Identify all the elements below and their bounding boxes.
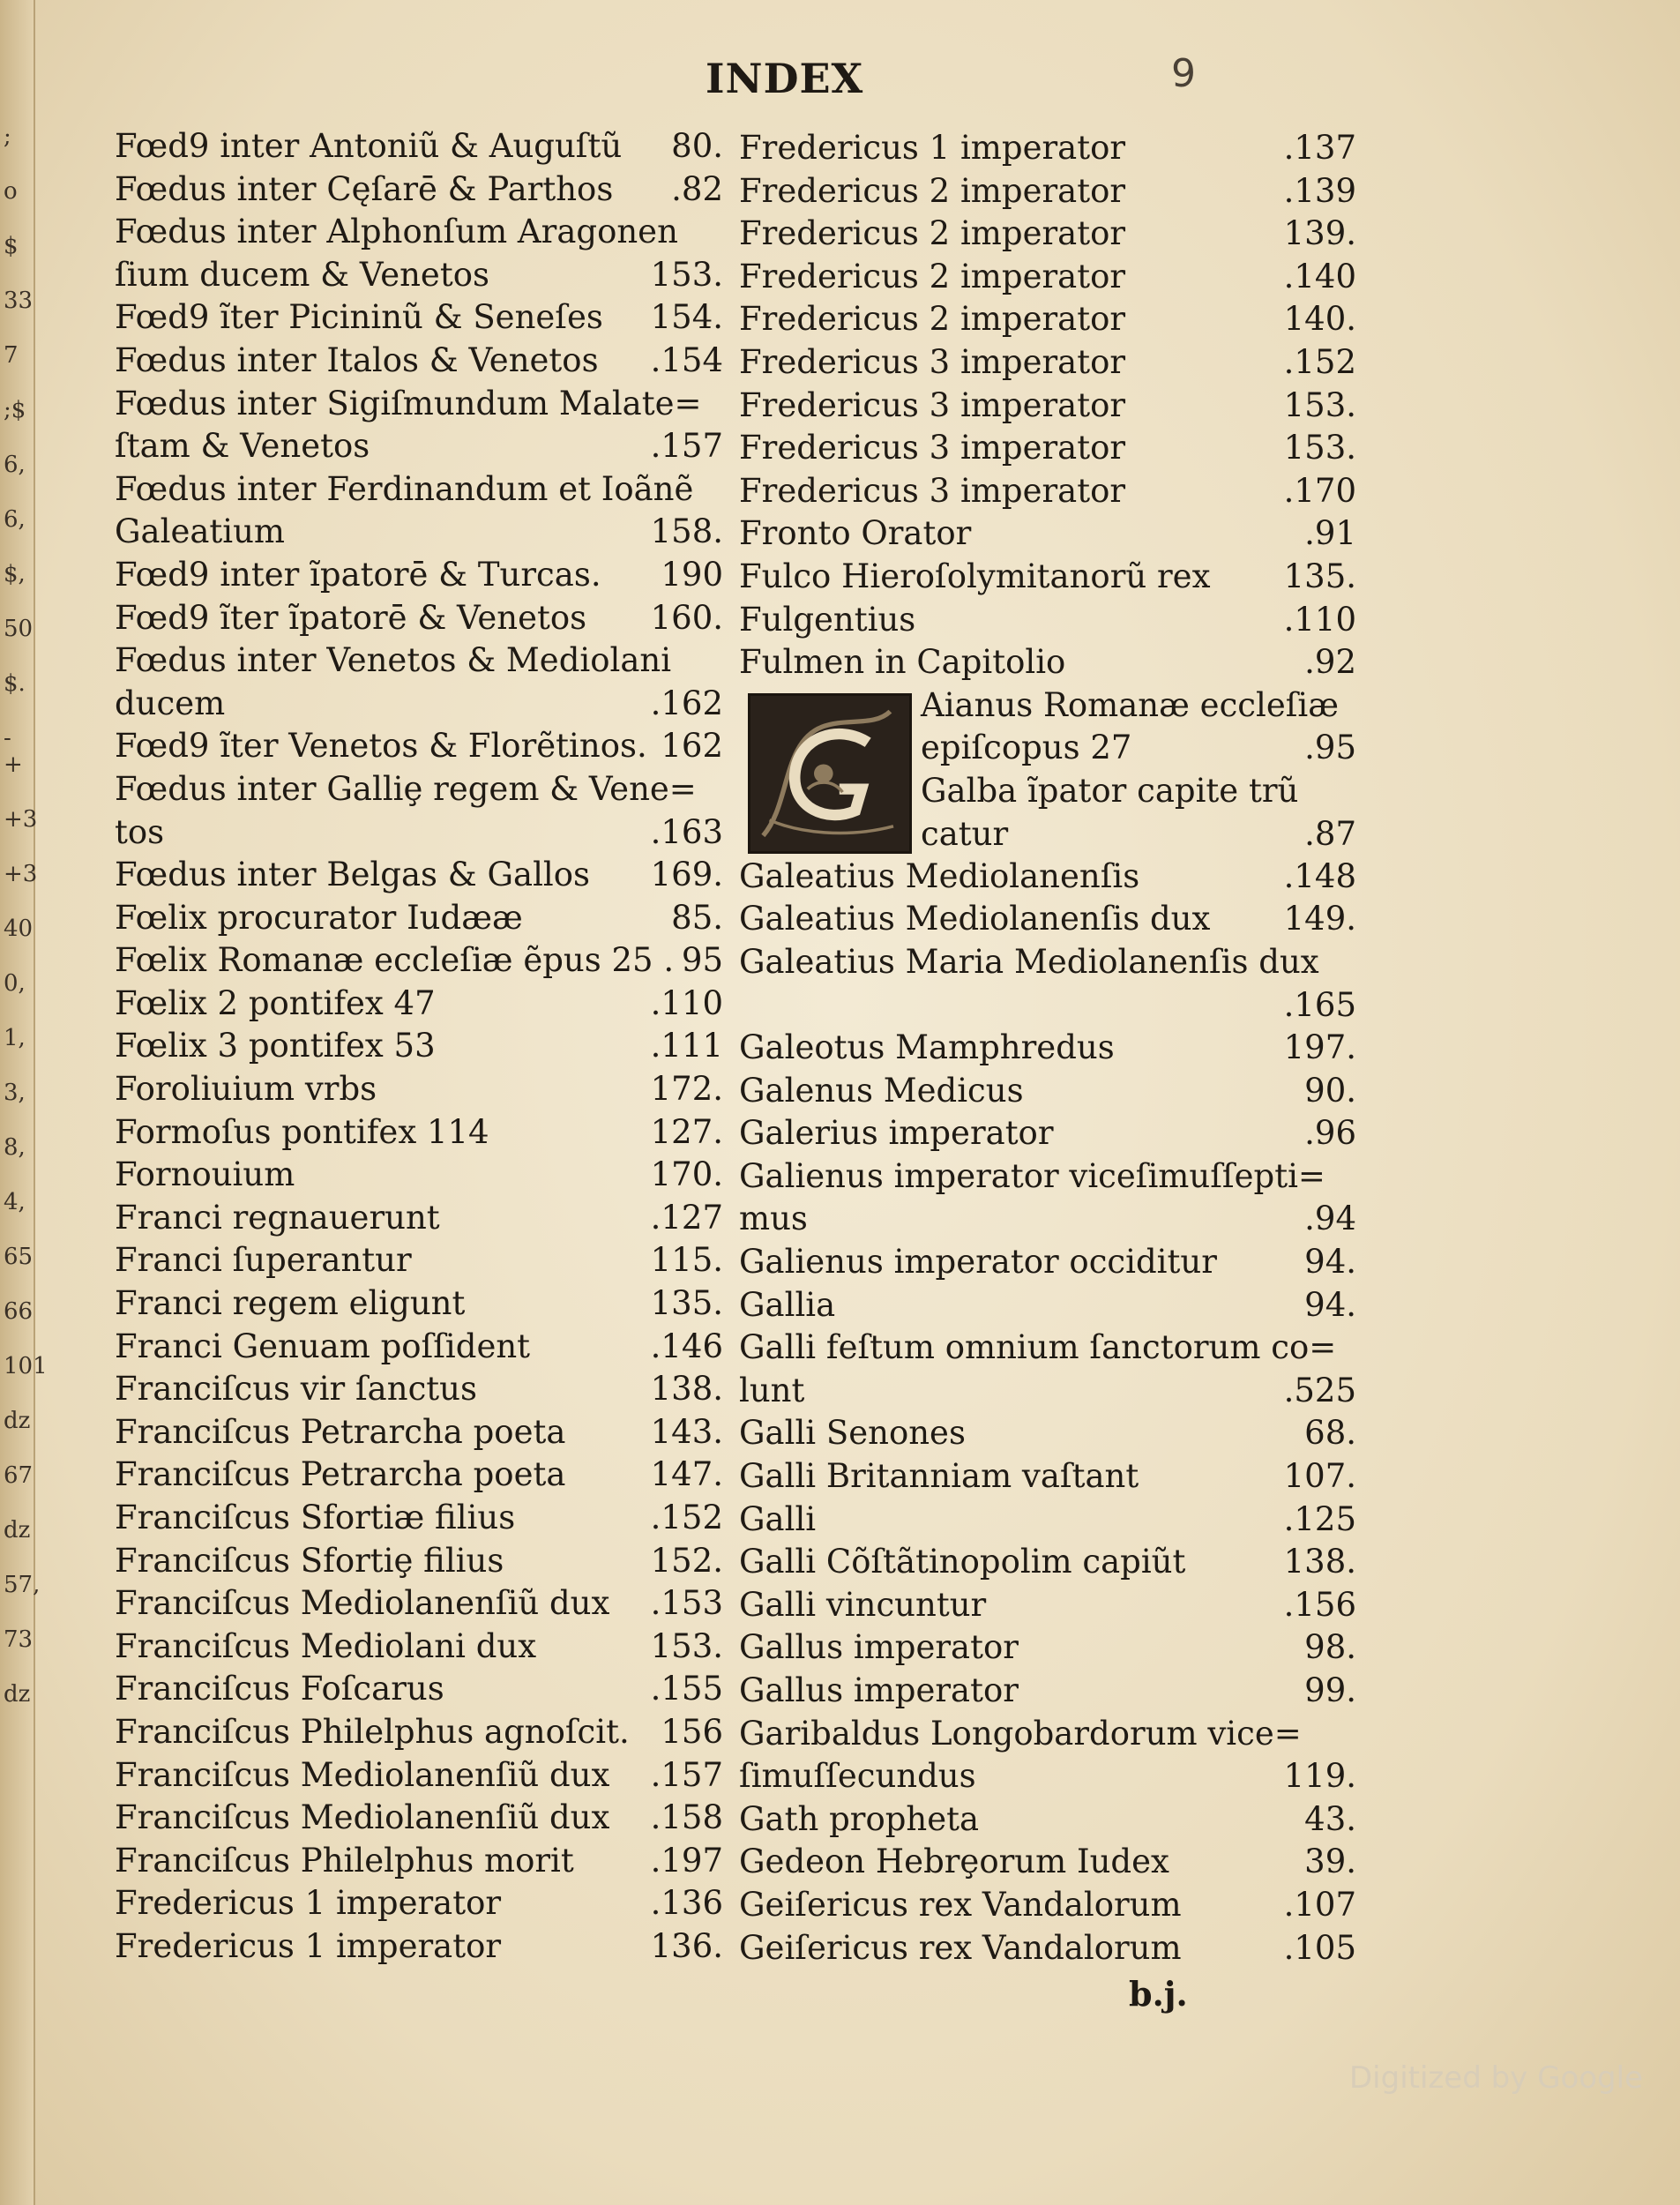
entry-text: lunt: [739, 1371, 805, 1409]
index-entry: [115, 1154, 723, 1197]
entry-page-ref: 140.: [1283, 300, 1356, 339]
gutter-mark: 66: [4, 1298, 34, 1325]
gutter-mark: $.: [4, 670, 26, 697]
entry-text: Franciſcus Foſcarus: [115, 1670, 444, 1708]
index-entry: [115, 1368, 723, 1411]
entry-page-ref: 119.: [1283, 1757, 1356, 1796]
index-entry: [739, 1927, 1356, 1970]
gutter-mark: ;$: [4, 397, 26, 423]
index-entry: [115, 554, 723, 597]
entry-page-ref: .92: [1304, 643, 1356, 682]
index-entry: [115, 1282, 723, 1326]
entry-text: Franciſcus Sfortiȩ filius: [115, 1541, 504, 1580]
entry-text: Fœdus inter Sigiſmundum Malate=: [115, 384, 702, 422]
entry-page-ref: .163: [650, 812, 723, 851]
index-entry: [739, 1884, 1356, 1927]
index-entry: [739, 1499, 1356, 1542]
entry-text: epiſcopus 27: [921, 729, 1132, 767]
entry-text: Galeatius Mediolanenſis: [739, 856, 1140, 895]
entry-text: Fredericus 2 imperator: [739, 214, 1126, 253]
index-entry: [115, 1025, 723, 1068]
entry-text: Fredericus 3 imperator: [739, 385, 1126, 424]
entry-page-ref: .148: [1283, 856, 1356, 895]
entry-page-ref: .157: [650, 1755, 723, 1794]
entry-page-ref: 160.: [650, 598, 723, 637]
gutter-mark: dz: [4, 1517, 31, 1544]
index-entry: [115, 939, 723, 983]
index-entry: [115, 168, 723, 212]
gutter-mark: dz: [4, 1408, 31, 1434]
entry-page-ref: .157: [650, 427, 723, 466]
index-entry: [115, 1668, 723, 1711]
entry-page-ref: .91: [1304, 514, 1356, 553]
index-entry: [739, 599, 1356, 642]
index-entry: [739, 298, 1356, 341]
index-entry: [115, 1840, 723, 1883]
index-entry: [115, 811, 723, 855]
entry-text: Franciſcus Mediolanenſiũ dux: [115, 1798, 610, 1837]
index-entry: [115, 296, 723, 340]
index-entry: [115, 254, 723, 297]
gutter-mark: +3: [4, 861, 38, 887]
entry-text: Galeotus Mamphredus: [739, 1028, 1115, 1067]
index-entry: [115, 125, 723, 168]
entry-page-ref: .525: [1283, 1371, 1356, 1409]
entry-page-ref: 127.: [650, 1112, 723, 1151]
entry-page-ref: 138.: [1283, 1543, 1356, 1581]
index-entry: [115, 1754, 723, 1798]
index-entry: [739, 1713, 1356, 1756]
signature-mark: b.j.: [1129, 1974, 1188, 2014]
entry-page-ref: 115.: [650, 1241, 723, 1280]
entry-page-ref: 98.: [1304, 1628, 1356, 1667]
index-entry: [739, 1155, 1356, 1199]
entry-page-ref: 152.: [650, 1541, 723, 1580]
index-entry: [739, 1112, 1356, 1155]
entry-text: mus: [739, 1200, 808, 1238]
entry-text: Gath propheta: [739, 1799, 980, 1838]
entry-text: Fœdus inter Belgas & Gallos: [115, 856, 591, 894]
entry-text: Garibaldus Longobardorum vice=: [739, 1714, 1302, 1753]
index-entry: [739, 341, 1356, 385]
entry-page-ref: .152: [650, 1499, 723, 1536]
entry-text: Fronto Orator: [739, 514, 972, 553]
index-entry: [115, 1326, 723, 1369]
entry-text: Galenus Medicus: [739, 1071, 1024, 1110]
entry-text: Fœdus inter Venetos & Mediolani: [115, 641, 672, 680]
entry-page-ref: 158.: [650, 512, 723, 551]
entry-text: Fredericus 1 imperator: [115, 1884, 502, 1923]
entry-page-ref: 169.: [650, 856, 723, 894]
entry-text: Franciſcus Petrarcha poeta: [115, 1412, 566, 1451]
index-entry: [115, 854, 723, 897]
gutter-mark: 3,: [4, 1080, 26, 1106]
entry-page-ref: 135.: [650, 1284, 723, 1323]
entry-text: Geiſericus rex Vandalorum: [739, 1928, 1182, 1967]
gutter-mark: $: [4, 233, 19, 259]
entry-text: Fredericus 1 imperator: [115, 1926, 502, 1965]
entry-page-ref: .137: [1283, 129, 1356, 167]
entry-text: Franciſcus Philelphus agnoſcit.: [115, 1712, 630, 1751]
right-column-entries-top: [739, 127, 1356, 684]
entry-text: Galli feſtum omnium ſanctorum co=: [739, 1328, 1337, 1367]
entry-text: Fœdus inter Galliȩ regem & Vene=: [115, 769, 697, 808]
entry-page-ref: 90.: [1304, 1071, 1356, 1110]
index-entry: [115, 1068, 723, 1111]
entry-text: ducem: [115, 684, 226, 722]
entry-text: Fœdus inter Cęſarē & Parthos: [115, 169, 614, 208]
entry-page-ref: 43.: [1304, 1799, 1356, 1838]
adjacent-page-marks: [4, 123, 48, 1708]
index-entry: [115, 897, 723, 940]
gutter-mark: 8,: [4, 1134, 26, 1161]
entry-page-ref: 149.: [1283, 900, 1356, 938]
entry-page-ref: .162: [650, 684, 723, 722]
entry-page-ref: .96: [1304, 1114, 1356, 1153]
index-column-right: [739, 127, 1356, 1970]
gutter-mark: +3: [4, 806, 38, 833]
index-entry: [921, 727, 1356, 770]
entry-page-ref: .136: [650, 1884, 723, 1923]
gutter-mark: 4,: [4, 1189, 26, 1215]
index-entry: [921, 770, 1356, 813]
entry-page-ref: 190: [661, 555, 723, 594]
index-entry: [739, 512, 1356, 556]
entry-page-ref: 153.: [1283, 385, 1356, 424]
index-entry: [739, 213, 1356, 256]
index-entry: [115, 1111, 723, 1155]
gutter-mark: 6,: [4, 506, 26, 533]
entry-text: Galeatius Mediolanenſis dux: [739, 900, 1211, 938]
index-entry: [739, 427, 1356, 470]
index-entry: [115, 468, 723, 512]
entry-page-ref: 197.: [1283, 1028, 1356, 1067]
gutter-mark: -+: [4, 725, 23, 778]
entry-text: Geiſericus rex Vandalorum: [739, 1885, 1182, 1924]
gutter-mark: 40: [4, 916, 34, 942]
index-entry: [115, 1411, 723, 1454]
decorated-initial-block: [739, 684, 1356, 856]
index-entry: [739, 1455, 1356, 1499]
entry-text: ſium ducem & Venetos: [115, 255, 489, 294]
index-entry: [115, 983, 723, 1026]
index-entry: [739, 1241, 1356, 1284]
entry-text: Franciſcus Sfortiæ filius: [115, 1499, 516, 1536]
entry-text: Galeatius Maria Mediolanenſis dux: [739, 942, 1319, 981]
entry-page-ref: .87: [1304, 814, 1356, 853]
index-entry: [115, 1454, 723, 1497]
index-entry: [115, 1626, 723, 1669]
entry-page-ref: .170: [1283, 471, 1356, 510]
entry-page-ref: .127: [650, 1198, 723, 1237]
gutter-mark: 101: [4, 1353, 48, 1379]
entry-page-ref: 154.: [650, 298, 723, 337]
entry-page-ref: .105: [1283, 1928, 1356, 1967]
gutter-mark: 57,: [4, 1572, 41, 1598]
index-entry: [739, 941, 1356, 984]
index-entry: [115, 511, 723, 554]
index-entry: [115, 1882, 723, 1925]
index-entry: [115, 340, 723, 383]
entry-page-ref: .197: [650, 1841, 723, 1880]
index-entry: [739, 1670, 1356, 1713]
index-entry: [739, 470, 1356, 513]
entry-text: Fœdus inter Ferdinandum et Ioãnẽ: [115, 469, 694, 508]
entry-page-ref: 99.: [1304, 1671, 1356, 1709]
gutter-mark: 0,: [4, 970, 26, 997]
index-entry: [739, 556, 1356, 599]
gutter-mark: o: [4, 178, 18, 205]
entry-page-ref: 94.: [1304, 1285, 1356, 1324]
entry-page-ref: .154: [650, 340, 723, 379]
index-entry: [115, 1197, 723, 1240]
entry-page-ref: .158: [650, 1798, 723, 1837]
entry-text: Fornouium: [115, 1155, 295, 1194]
entry-text: Franci regem eligunt: [115, 1284, 466, 1323]
index-entry: [115, 1540, 723, 1583]
entry-text: Fœlix 2 pontifex 47: [115, 983, 436, 1022]
entry-page-ref: 95: [681, 941, 723, 980]
index-entry: [739, 1626, 1356, 1670]
index-entry: [115, 1711, 723, 1754]
entry-page-ref: 170.: [650, 1155, 723, 1194]
adjacent-page-edge: [0, 0, 48, 2205]
index-entry: [115, 1497, 723, 1540]
initial-block-lines: [921, 684, 1356, 856]
entry-text: Fredericus 2 imperator: [739, 257, 1126, 295]
entry-page-ref: .94: [1304, 1200, 1356, 1238]
entry-page-ref: .111: [650, 1027, 723, 1065]
index-entry: [739, 1327, 1356, 1370]
entry-text: Gallus imperator: [739, 1628, 1019, 1667]
index-entry: [115, 725, 723, 768]
entry-page-ref: .95: [1304, 729, 1356, 767]
entry-text: Fredericus 2 imperator: [739, 171, 1126, 210]
gutter-mark: 73: [4, 1626, 34, 1653]
index-entry: [115, 1925, 723, 1969]
gutter-mark: 1,: [4, 1025, 26, 1051]
index-entry: [739, 170, 1356, 213]
index-entry: [115, 425, 723, 468]
index-entry: [739, 1841, 1356, 1884]
entry-text: Fredericus 3 imperator: [739, 471, 1126, 510]
index-entry: [739, 1284, 1356, 1327]
entry-page-ref: .139: [1283, 171, 1356, 210]
entry-page-ref: 80.: [671, 127, 723, 165]
entry-page-ref: .140: [1283, 257, 1356, 295]
index-entry: [921, 813, 1356, 856]
index-entry: [739, 1027, 1356, 1070]
entry-text: Galeatium: [115, 512, 286, 551]
entry-page-ref: 68.: [1304, 1414, 1356, 1453]
entry-text: Fredericus 2 imperator: [739, 300, 1126, 339]
gutter-mark: 50: [4, 616, 34, 642]
gutter-mark: ;: [4, 123, 11, 150]
entry-page-ref: .125: [1283, 1499, 1356, 1538]
entry-text: Galba ĩpator capite trũ: [921, 771, 1299, 810]
entry-page-ref: 107.: [1283, 1457, 1356, 1496]
entry-text: Galerius imperator: [739, 1114, 1054, 1153]
entry-text: Galli: [739, 1499, 817, 1538]
entry-text: Fredericus 3 imperator: [739, 342, 1126, 381]
entry-text: Franciſcus Mediolanenſiũ dux: [115, 1755, 610, 1794]
index-entry: [115, 1582, 723, 1626]
entry-page-ref: .155: [650, 1670, 723, 1708]
entry-text: Fœdus inter Italos & Venetos: [115, 340, 599, 379]
entry-text: catur: [921, 814, 1009, 853]
index-entry: [115, 639, 723, 683]
index-entry: [739, 256, 1356, 299]
entry-page-ref: .146: [650, 1327, 723, 1365]
entry-text: Galienus imperator viceſimuſſepti=: [739, 1156, 1325, 1195]
gutter-mark: 6,: [4, 452, 26, 478]
entry-text: Gedeon Hebrȩorum Iudex: [739, 1842, 1169, 1881]
entry-text: Galli Britanniam vaſtant: [739, 1457, 1139, 1496]
entry-text: Aianus Romanæ eccleſiæ: [921, 685, 1340, 724]
entry-page-ref: 156: [661, 1712, 723, 1751]
right-column-entries-bottom: [739, 856, 1356, 1970]
folio-number: 9: [1171, 51, 1196, 96]
decorated-initial-g: [748, 693, 912, 854]
index-entry: [739, 984, 1356, 1028]
entry-text: Fœd9 inter ĩpatorē & Turcas.: [115, 555, 601, 594]
entry-text: Gallus imperator: [739, 1671, 1019, 1709]
digitized-watermark: Digitized by Google: [1349, 2060, 1643, 2096]
entry-page-ref: 153.: [1283, 429, 1356, 467]
entry-text: Fulco Hieroſolymitanorũ rex: [739, 557, 1211, 595]
entry-page-ref: .152: [1283, 342, 1356, 381]
entry-text: Fœlix 3 pontifex 53: [115, 1027, 436, 1065]
entry-page-ref: 147.: [650, 1455, 723, 1494]
entry-text: Galli vincuntur: [739, 1585, 987, 1624]
entry-page-ref: 172.: [650, 1070, 723, 1109]
entry-page-ref: 138.: [650, 1370, 723, 1409]
index-entry: [739, 1070, 1356, 1113]
entry-text: ſtam & Venetos: [115, 427, 370, 466]
entry-text: Fœd9 ĩter ĩpatorē & Venetos: [115, 598, 587, 637]
index-entry: [739, 641, 1356, 684]
entry-text: Fœd9 inter Antoniũ & Auguſtũ: [115, 127, 623, 165]
index-entry: [739, 1541, 1356, 1584]
index-entry: [739, 1755, 1356, 1798]
entry-text: tos: [115, 812, 165, 851]
gutter-mark: dz: [4, 1681, 31, 1708]
entry-text: Formoſus pontifex 114: [115, 1112, 489, 1151]
index-entry: [739, 385, 1356, 428]
entry-page-ref: .165: [1283, 985, 1356, 1024]
index-entry: [739, 898, 1356, 941]
entry-text: Franciſcus Mediolani dux: [115, 1626, 537, 1665]
index-entry: [739, 1370, 1356, 1413]
page-title: INDEX: [706, 55, 864, 102]
index-entry: [739, 127, 1356, 170]
entry-page-ref: 136.: [650, 1926, 723, 1965]
index-entry: [115, 211, 723, 254]
entry-text: Fœd9 ĩter Venetos & Florẽtinos.: [115, 727, 647, 766]
entry-text: Galli Senones: [739, 1414, 966, 1453]
index-entry: [739, 856, 1356, 899]
entry-page-ref: .110: [650, 983, 723, 1022]
index-entry: [739, 1798, 1356, 1842]
entry-text: Gallia: [739, 1285, 836, 1324]
index-entry: [739, 1412, 1356, 1455]
index-entry: [739, 1584, 1356, 1627]
entry-text: Fulgentius: [739, 600, 916, 639]
index-column-left: [115, 125, 723, 1969]
gutter-mark: 65: [4, 1244, 34, 1270]
entry-text: Foroliuium vrbs: [115, 1070, 377, 1109]
entry-text: Fœlix procurator Iudææ: [115, 898, 523, 937]
entry-page-ref: 139.: [1283, 214, 1356, 253]
entry-text: Fredericus 1 imperator: [739, 129, 1126, 167]
entry-page-ref: 94.: [1304, 1243, 1356, 1282]
entry-text: Fulmen in Capitolio: [739, 643, 1066, 682]
page-header: [0, 51, 1680, 108]
index-entry: [115, 1797, 723, 1840]
index-entry: [921, 684, 1356, 728]
entry-text: Franci Genuam poſſident: [115, 1327, 531, 1365]
index-entry: [739, 1198, 1356, 1241]
entry-page-ref: .107: [1283, 1885, 1356, 1924]
entry-text: Galienus imperator occiditur: [739, 1243, 1217, 1282]
gutter-mark: $,: [4, 561, 26, 587]
entry-text: Franci regnauerunt: [115, 1198, 440, 1237]
entry-page-ref: 153.: [650, 255, 723, 294]
entry-page-ref: .82: [671, 169, 723, 208]
entry-text: Franci ſuperantur: [115, 1241, 412, 1280]
gutter-mark: 7: [4, 342, 19, 369]
entry-page-ref: 85.: [671, 898, 723, 937]
entry-text: Fredericus 3 imperator: [739, 429, 1126, 467]
entry-text: Franciſcus vir ſanctus: [115, 1370, 477, 1409]
entry-page-ref: 143.: [650, 1412, 723, 1451]
index-entry: [115, 768, 723, 811]
entry-text: Franciſcus Philelphus morit: [115, 1841, 574, 1880]
entry-page-ref: 39.: [1304, 1842, 1356, 1881]
entry-text: Fœlix Romanæ eccleſiæ ẽpus 25 .: [115, 941, 675, 980]
index-entry: [115, 597, 723, 640]
entry-page-ref: 135.: [1283, 557, 1356, 595]
entry-text: Franciſcus Mediolanenſiũ dux: [115, 1584, 610, 1623]
index-entry: [115, 383, 723, 426]
entry-text: Fœdus inter Alphonſum Aragonen: [115, 213, 678, 251]
entry-text: Fœd9 ĩter Picininũ & Seneſes: [115, 298, 603, 337]
index-entry: [115, 1239, 723, 1282]
index-entry: [115, 683, 723, 726]
entry-page-ref: .110: [1283, 600, 1356, 639]
gutter-mark: 33: [4, 288, 34, 314]
entry-page-ref: 162: [661, 727, 723, 766]
entry-page-ref: 153.: [650, 1626, 723, 1665]
entry-text: Galli Cõſtãtinopolim capiũt: [739, 1543, 1186, 1581]
entry-page-ref: .153: [650, 1584, 723, 1623]
entry-text: ſimuſſecundus: [739, 1757, 976, 1796]
entry-page-ref: .156: [1283, 1585, 1356, 1624]
gutter-mark: 67: [4, 1462, 34, 1489]
entry-text: Franciſcus Petrarcha poeta: [115, 1455, 566, 1494]
